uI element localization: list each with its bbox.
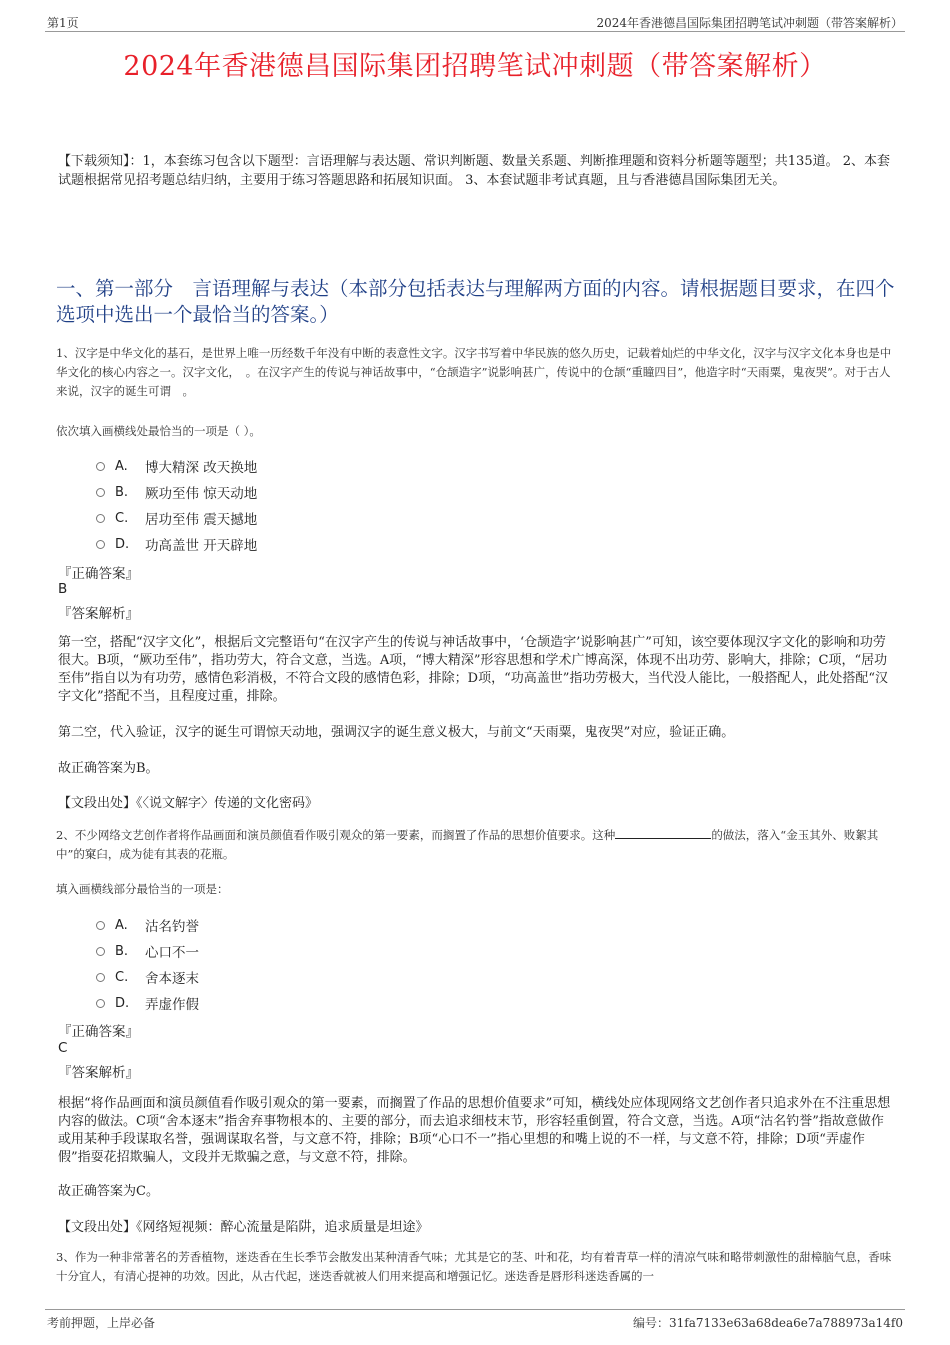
radio-icon[interactable]: [96, 462, 105, 471]
option-letter: D.: [115, 995, 130, 1011]
question-2-options: [96, 912, 199, 1016]
question-2-text-before: 2、不少网络文艺创作者将作品画面和演员颜值看作吸引观众的第一要素，而搁置了作品的思想价值要求。这种: [56, 828, 616, 842]
correct-answer-label: 『正确答案』: [58, 1024, 139, 1040]
question-1-prompt: 依次填入画横线处最恰当的一项是（ ）。: [56, 424, 261, 438]
analysis-label: 『答案解析』: [58, 1065, 139, 1081]
fill-blank: [615, 826, 711, 839]
analysis-label: 『答案解析』: [58, 606, 139, 622]
option-letter: A.: [115, 917, 128, 933]
option-d[interactable]: [96, 990, 199, 1016]
question-3-text: 3、作为一种非常著名的芳香植物，迷迭香在生长季节会散发出某种清香气味；尤其是它的茎、叶和花，均有着青草一样的清凉气味和略带刺激性的甜樟脑气息，香味十分宜人，有清心提神的功效。因此，从古代起，迷迭香就被人们用来提高和增强记忆。迷迭香是唇形科迷迭香属的一: [56, 1250, 892, 1283]
option-a[interactable]: [96, 912, 199, 938]
radio-icon[interactable]: [96, 973, 105, 982]
option-letter: B.: [115, 484, 129, 500]
document-title: 2024年香港德昌国际集团招聘笔试冲刺题（带答案解析）: [123, 51, 827, 82]
running-header-title: 2024年香港德昌国际集团招聘笔试冲刺题（带答案解析）: [596, 16, 903, 30]
radio-icon[interactable]: [96, 514, 105, 523]
question-2-text: [56, 826, 901, 864]
option-text: 功高盖世 开天辟地: [145, 538, 258, 554]
option-text: 弄虚作假: [145, 997, 199, 1013]
option-text: 舍本逐末: [145, 971, 199, 987]
header-divider: [45, 31, 905, 32]
question-2-text-after: 的做法，落入“金玉其外、败絮其中”的窠臼，成为徒有其表的花瓶。: [56, 828, 879, 861]
option-a[interactable]: [96, 453, 257, 479]
question-2-answer: C: [58, 1040, 68, 1056]
download-notice: 【下载须知】：1，本套练习包含以下题型：言语理解与表达题、常识判断题、数量关系题、判断推理题和资料分析题等题型；共135道。 2、本套试题根据常见招考题总结归纳，主要用于练习答题思路和拓展知识面。 3、本套试题非考试真题，且与香港德昌国际集团无关。: [58, 154, 890, 188]
option-text: 居功至伟 震天撼地: [145, 512, 258, 528]
option-c[interactable]: [96, 964, 199, 990]
radio-icon[interactable]: [96, 921, 105, 930]
section-title: 一、第一部分 言语理解与表达（本部分包括表达与理解两方面的内容。请根据题目要求，在四个选项中选出一个最恰当的答案。）: [56, 277, 895, 326]
option-letter: C.: [115, 969, 129, 985]
question-1-text: 1、汉字是中华文化的基石，是世界上唯一历经数千年没有中断的表意性文字。汉字书写着中华民族的悠久历史，记载着灿烂的中华文化，汉字与汉字文化本身也是中华文化的核心内容之一。汉字文化， 。在汉字产生的传说与神话故事中，“仓颉造字”说影响甚广，传说中的仓颉“重瞳四目”，他造字时“天雨粟，鬼夜哭”。对于古人来说，汉字的诞生可谓 。: [56, 346, 892, 398]
question-1-analysis-p1: 第一空，搭配“汉字文化”，根据后文完整语句“在汉字产生的传说与神话故事中，‘仓颉造字’说影响甚广”可知，该空要体现汉字文化的影响和功劳很大。B项，“厥功至伟”，指功劳大，符合文意，当选。A项，“博大精深”形容思想和学术广博高深，体现不出功劳、影响大，排除；C项，“居功至伟”指自以为有功劳，感情色彩消极，不符合文段的感情色彩，排除；D项，“功高盖世”指功劳极大，当代没人能比，一般搭配人，此处搭配“汉字文化”搭配不当，且程度过重，排除。: [58, 635, 889, 704]
option-b[interactable]: [96, 938, 199, 964]
footer-slogan: 考前押题，上岸必备: [47, 1316, 156, 1330]
question-1-answer: B: [58, 581, 68, 597]
question-1-options: [96, 453, 257, 557]
option-letter: D.: [115, 536, 130, 552]
option-d[interactable]: [96, 531, 257, 557]
question-1-analysis-p2: 第二空，代入验证，汉字的诞生可谓惊天动地，强调汉字的诞生意义极大，与前文“天雨粟，鬼夜哭”对应，验证正确。: [58, 725, 735, 740]
correct-answer-label: 『正确答案』: [58, 566, 139, 582]
radio-icon[interactable]: [96, 947, 105, 956]
option-text: 沽名钓誉: [145, 919, 199, 935]
option-letter: A.: [115, 458, 128, 474]
option-letter: B.: [115, 943, 129, 959]
page-number: 第1页: [47, 16, 79, 30]
radio-icon[interactable]: [96, 540, 105, 549]
question-1-source: 【文段出处】《〈说文解字〉传递的文化密码》: [58, 796, 319, 811]
option-letter: C.: [115, 510, 129, 526]
footer-serial: 编号：31fa7133e63a68dea6e7a788973a14f0: [633, 1316, 903, 1330]
option-text: 厥功至伟 惊天动地: [145, 486, 258, 502]
question-2-source: 【文段出处】《网络短视频：醉心流量是陷阱，追求质量是坦途》: [58, 1220, 429, 1235]
question-2-analysis-p1: 根据“将作品画面和演员颜值看作吸引观众的第一要素，而搁置了作品的思想价值要求”可知，横线处应体现网络文艺创作者只追求外在不注重思想内容的做法。C项“舍本逐末”指舍弃事物根本的、主要的部分，而去追求细枝末节，形容轻重倒置，符合文意，当选。A项“沽名钓誉”指故意做作或用某种手段谋取名誉，强调谋取名誉，与文意不符，排除；B项“心口不一”指心里想的和嘴上说的不一样，与文意不符，排除；D项“弄虚作假”指耍花招欺骗人，文段并无欺骗之意，与文意不符，排除。: [58, 1096, 891, 1165]
radio-icon[interactable]: [96, 999, 105, 1008]
question-2-prompt: 填入画横线部分最恰当的一项是：: [56, 882, 229, 896]
option-b[interactable]: [96, 479, 257, 505]
footer-divider: [45, 1309, 905, 1310]
question-2-conclusion: 故正确答案为C。: [58, 1184, 159, 1199]
radio-icon[interactable]: [96, 488, 105, 497]
question-1-conclusion: 故正确答案为B。: [58, 761, 159, 776]
option-c[interactable]: [96, 505, 257, 531]
option-text: 博大精深 改天换地: [145, 460, 258, 476]
option-text: 心口不一: [145, 945, 199, 961]
